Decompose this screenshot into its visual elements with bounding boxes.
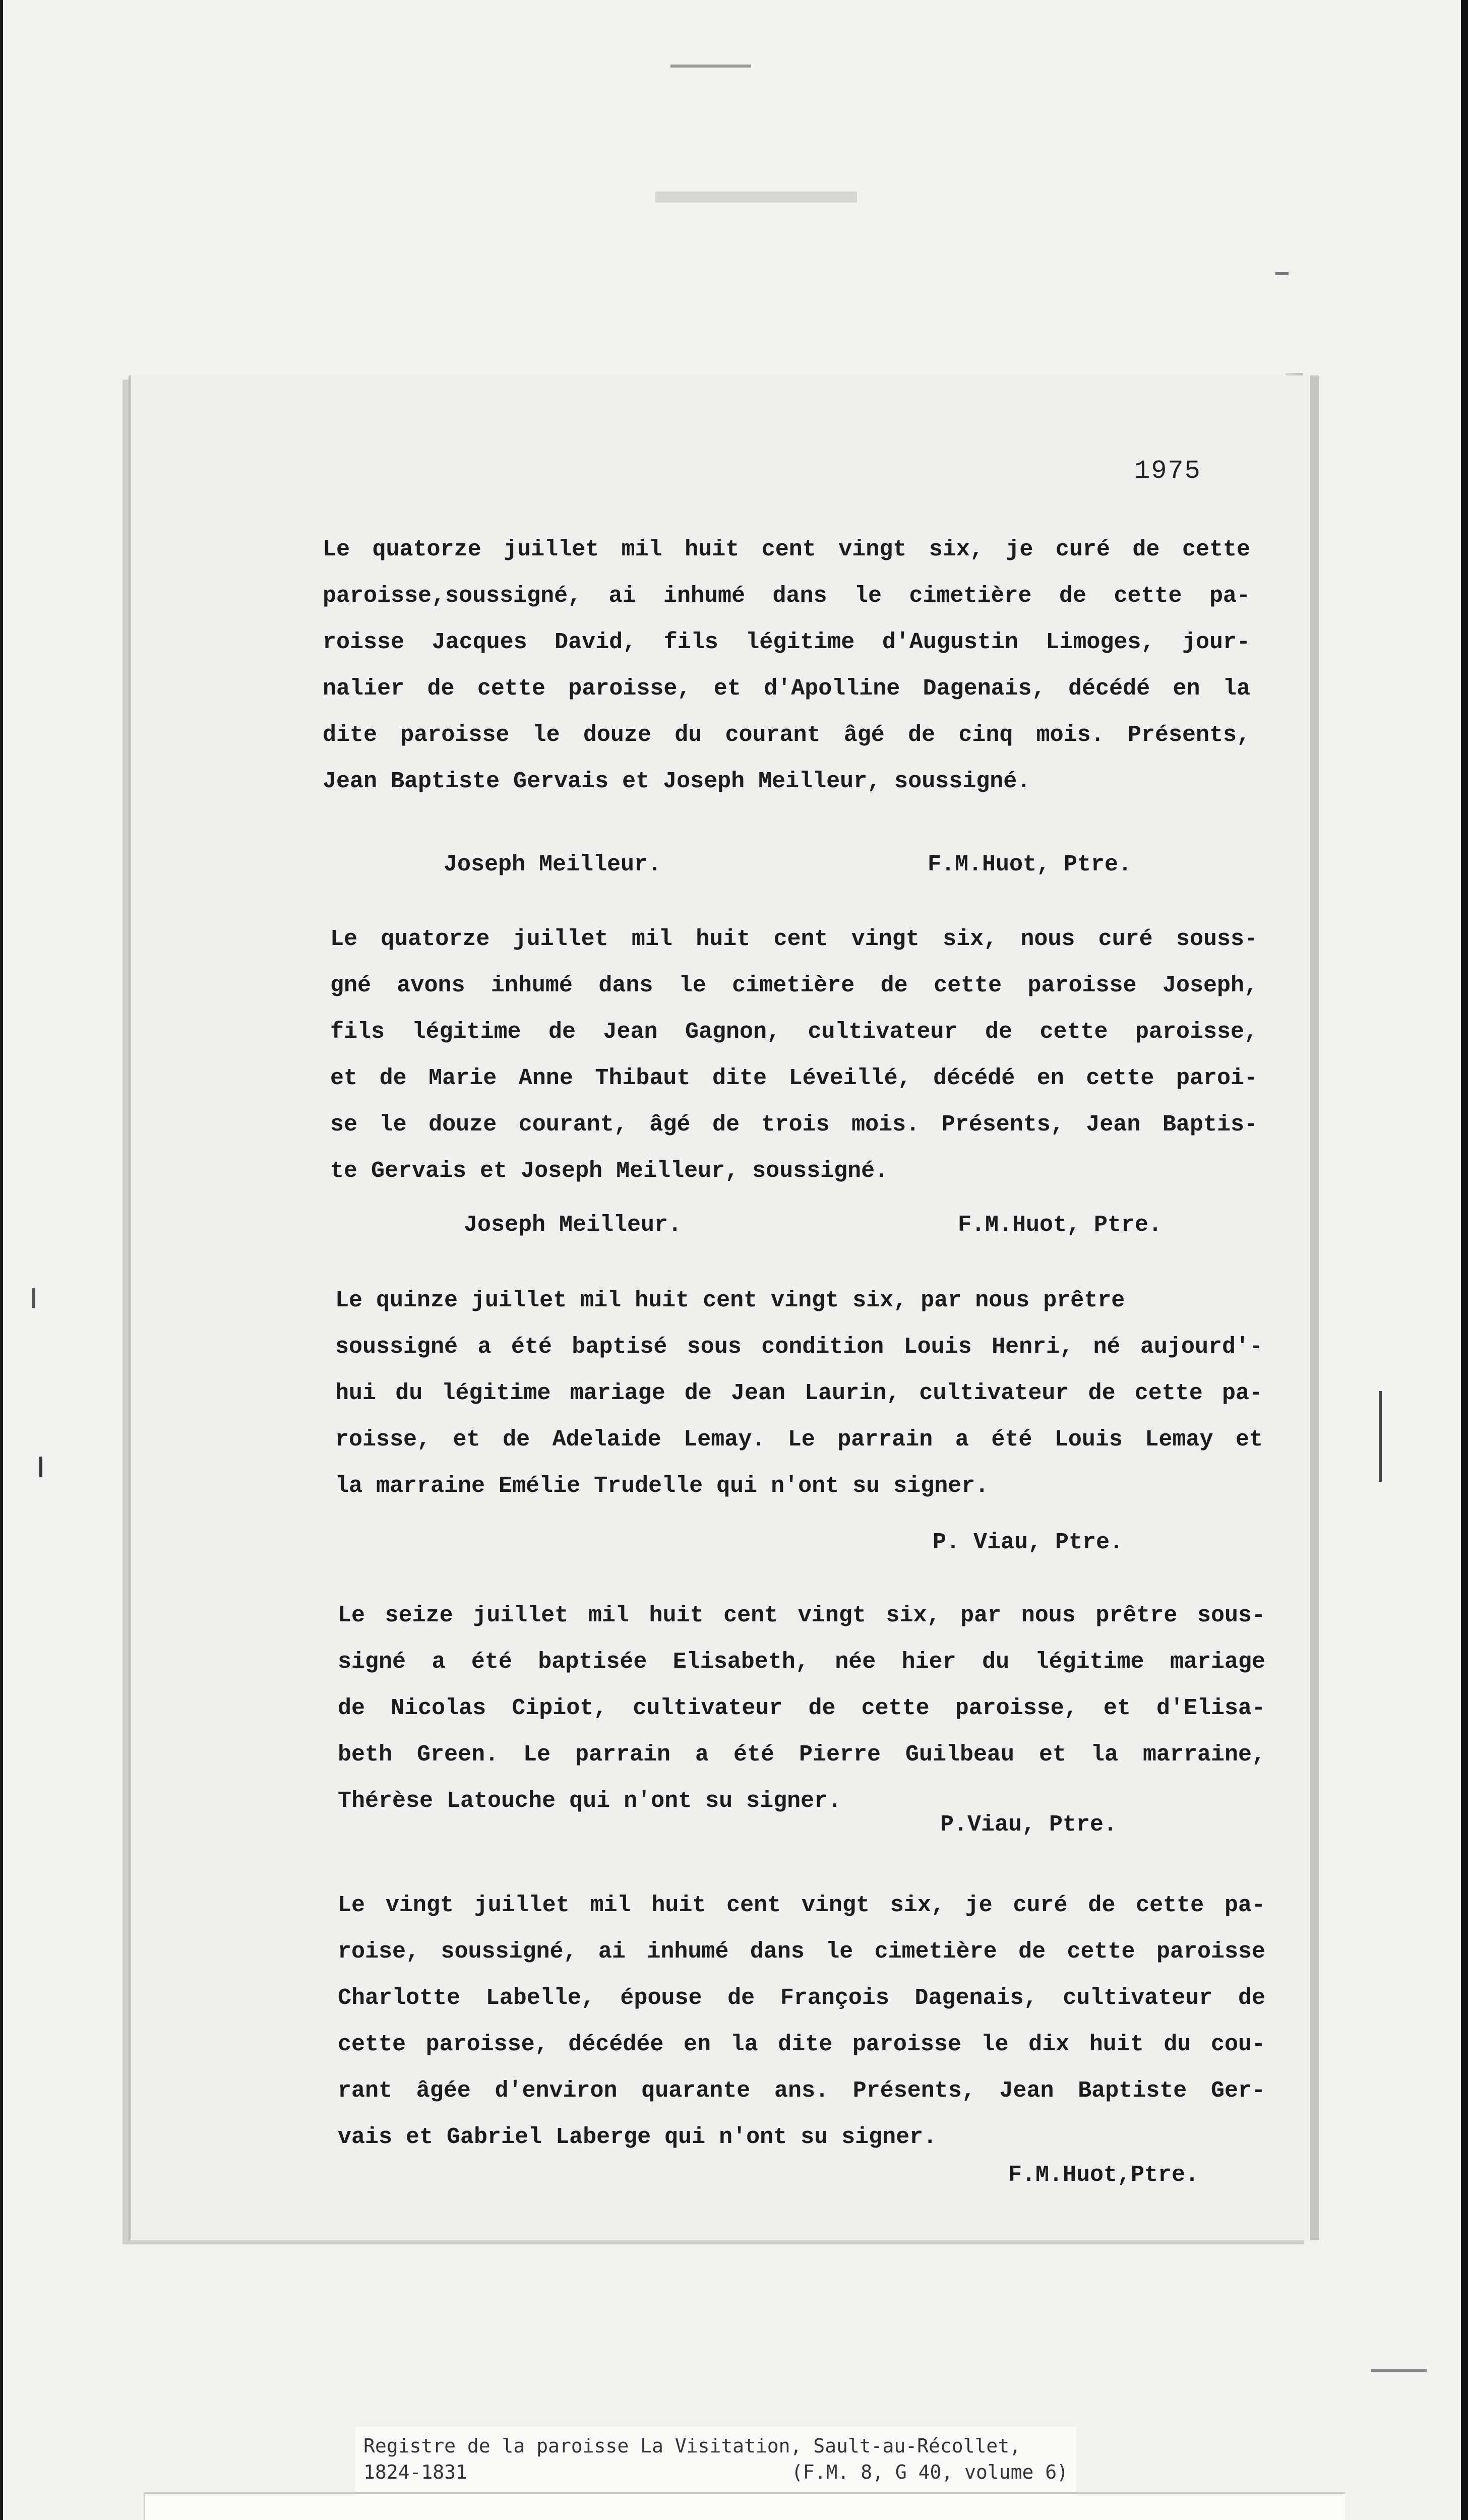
scan-artifact xyxy=(670,65,751,68)
entry-line: beth Green. Le parrain a été Pierre Guilbeau et la marraine, xyxy=(338,1742,1265,1768)
scan-artifact xyxy=(655,192,857,203)
entry-line: et de Marie Anne Thibaut dite Léveillé, décédé en cette paroi- xyxy=(330,1065,1258,1091)
entry-line: nalier de cette paroisse, et d'Apolline Dagenais, décédé en la xyxy=(323,676,1250,702)
entry-line: Le seize juillet mil huit cent vingt six, par nous prêtre sous- xyxy=(338,1603,1265,1628)
entry-line: Le quatorze juillet mil huit cent vingt six, je curé de cette xyxy=(323,537,1250,562)
citation-reference: (F.M. 8, G 40, volume 6) xyxy=(791,2461,1068,2483)
entry-line: signé a été baptisée Elisabeth, née hier du légitime mariage xyxy=(338,1649,1265,1675)
entry-line: la marraine Emélie Trudelle qui n'ont su signer. xyxy=(335,1473,989,1499)
citation-row xyxy=(363,2459,1068,2485)
entry-line: gné avons inhumé dans le cimetière de cette paroisse Joseph, xyxy=(330,973,1258,998)
signature-witness: Joseph Meilleur. xyxy=(444,852,662,877)
entry-line: Le quinze juillet mil huit cent vingt six, par nous prêtre xyxy=(335,1288,1125,1313)
page-number: 1975 xyxy=(1134,456,1201,486)
entry-line: Charlotte Labelle, épouse de François Dagenais, cultivateur de xyxy=(338,1985,1265,2011)
entry-line: se le douze courant, âgé de trois mois. Présents, Jean Baptis- xyxy=(330,1112,1258,1138)
scan-artifact xyxy=(1379,1391,1382,1482)
citation-register: Registre de la paroisse La Visitation, Sault-au-Récollet, xyxy=(363,2435,1021,2457)
archives-stamp xyxy=(144,2492,1345,2520)
signature-priest: F.M.Huot,Ptre. xyxy=(1008,2162,1199,2188)
entry-line: soussigné a été baptisé sous condition Louis Henri, né aujourd'- xyxy=(335,1334,1263,1360)
entry-line: paroisse,soussigné, ai inhumé dans le cimetière de cette pa- xyxy=(323,583,1250,609)
scan-artifact xyxy=(32,1288,35,1308)
entry-line: Thérèse Latouche qui n'ont su signer. xyxy=(338,1788,842,1814)
signature-priest: P.Viau, Ptre. xyxy=(940,1812,1118,1838)
entry-line: de Nicolas Cipiot, cultivateur de cette paroisse, et d'Elisa- xyxy=(338,1695,1265,1721)
register-entry xyxy=(330,916,1258,1194)
entry-line: Jean Baptiste Gervais et Joseph Meilleur, soussigné. xyxy=(323,769,1031,794)
entry-line: dite paroisse le douze du courant âgé de cinq mois. Présents, xyxy=(323,722,1250,748)
register-entry xyxy=(338,1882,1265,2161)
scan-artifact xyxy=(1371,2369,1427,2372)
register-entry xyxy=(335,1278,1263,1509)
scan-artifact xyxy=(39,1457,42,1477)
entry-line: rant âgée d'environ quarante ans. Présents, Jean Baptiste Ger- xyxy=(338,2078,1265,2104)
entry-line: vais et Gabriel Laberge qui n'ont su signer. xyxy=(338,2124,937,2150)
entry-line: roisse, et de Adelaide Lemay. Le parrain a été Louis Lemay et xyxy=(335,1427,1263,1453)
signature-witness: Joseph Meilleur. xyxy=(464,1212,682,1238)
citation-row xyxy=(363,2433,1068,2459)
entry-line: Le quatorze juillet mil huit cent vingt six, nous curé souss- xyxy=(330,926,1258,952)
citation-years: 1824-1831 xyxy=(363,2461,467,2483)
scan-artifact xyxy=(1275,272,1289,275)
entry-line: cette paroisse, décédée en la dite paroisse le dix huit du cou- xyxy=(338,2032,1265,2057)
entry-line: roisse Jacques David, fils légitime d'Augustin Limoges, jour- xyxy=(323,629,1250,655)
entry-line: roise, soussigné, ai inhumé dans le cimetière de cette paroisse xyxy=(338,1939,1265,1965)
entry-line: te Gervais et Joseph Meilleur, soussigné. xyxy=(330,1158,889,1184)
signature-priest: F.M.Huot, Ptre. xyxy=(958,1212,1163,1238)
citation-label xyxy=(355,2427,1076,2496)
signature-priest: P. Viau, Ptre. xyxy=(933,1530,1124,1555)
entry-line: hui du légitime mariage de Jean Laurin, cultivateur de cette pa- xyxy=(335,1380,1263,1406)
entry-line: Le vingt juillet mil huit cent vingt six, je curé de cette pa- xyxy=(338,1893,1265,1918)
register-entry xyxy=(338,1593,1265,1824)
register-entry xyxy=(323,527,1250,805)
entry-line: fils légitime de Jean Gagnon, cultivateur de cette paroisse, xyxy=(330,1019,1258,1045)
signature-priest: F.M.Huot, Ptre. xyxy=(928,852,1132,877)
